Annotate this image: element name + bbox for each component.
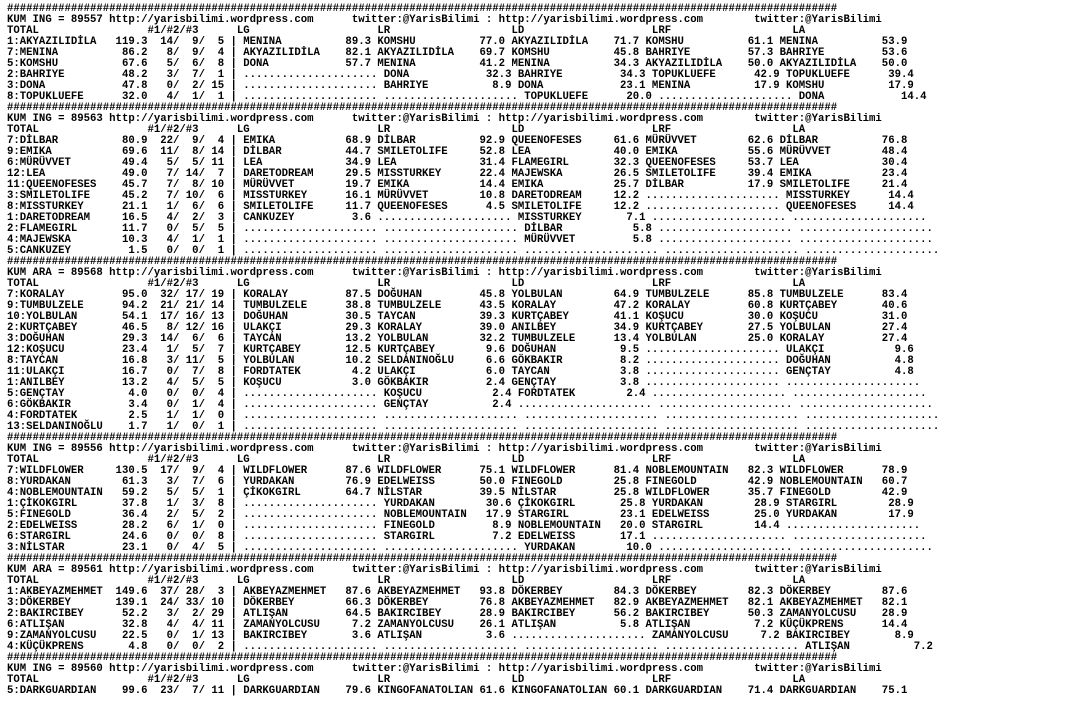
text-line: 1:DARETODREAM 16.5 4/ 2/ 3 | CANKUZEY 3.6 ..................... MISSTURKEY 7.1 ..................... ..................... bbox=[7, 212, 927, 224]
text-line: 2:KURTÇABEY 46.5 8/ 12/ 16 | ULAKÇI 29.3 KORALAY 39.0 ANILBEY 34.9 KURTÇABEY 27.5 YOLBULAN 27.4 bbox=[7, 322, 908, 334]
text-line: TOTAL #1/#2/#3 LG LR LD LRF LA bbox=[7, 124, 806, 136]
text-line: KUM ARA = 89568 http://yarisbilimi.wordpress.com twitter:@YarisBilimi : http://yarisbilimi.wordpress.com twitter:@YarisBilimi bbox=[7, 267, 882, 279]
text-line: 3:DONA 47.8 0/ 2/ 15 | ..................... BAHRIYE 8.9 DONA 23.1 MENINA 17.9 KOMSHU 17.9 bbox=[7, 80, 914, 92]
separator-line: ################################################################################################################################## bbox=[7, 256, 838, 268]
text-line: KUM ARA = 89561 http://yarisbilimi.wordpress.com twitter:@YarisBilimi : http://yarisbilimi.wordpress.com twitter:@YarisBilimi bbox=[7, 564, 882, 576]
text-line: 2:FLAMEGIRL 11.7 0/ 5/ 5 | ..................... ..................... DİLBAR 5.8 ..................... ..................... bbox=[7, 223, 933, 235]
text-line: 5:GENÇTAY 4.0 0/ 0/ 4 | ..................... KOŞUCU 2.4 FORDTATEK 2.4 ..................... ..................... bbox=[7, 388, 927, 400]
text-line: 5:CANKUZEY 1.5 0/ 0/ 1 | ..................... ..................... ..................... ..................... ..................... bbox=[7, 245, 940, 257]
text-line: 9:TUMBULZELE 94.2 21/ 21/ 14 | TUMBULZELE 38.8 TUMBULZELE 43.5 KORALAY 47.2 KORALAY 60.8 KURTÇABEY 40.6 bbox=[7, 300, 908, 312]
text-line: 8:YURDAKAN 61.3 3/ 7/ 6 | YURDAKAN 76.9 EDELWEISS 50.0 FINEGOLD 25.8 FINEGOLD 42.9 NOBLEMOUNTAIN 60.7 bbox=[7, 476, 908, 488]
text-line: 1:AKYAZILIDİLA 119.3 14/ 9/ 5 | MENINA 89.3 KOMSHU 77.0 AKYAZILIDİLA 71.7 KOMSHU 61.1 MENINA 53.9 bbox=[7, 36, 908, 48]
separator-line: ################################################################################################################################## bbox=[7, 553, 838, 565]
text-line: 11:QUEENOFESES 45.7 7/ 8/ 10 | MÜRÜVVET 19.7 EMIKA 14.4 EMIKA 25.7 DİLBAR 17.9 SMILETOLIFE 21.4 bbox=[7, 179, 908, 191]
text-line: 5:DARKGUARDIAN 99.6 23/ 7/ 11 | DARKGUARDIAN 79.6 KINGOFANATOLIAN 61.6 KINGOFANATOLIAN 60.1 DARKGUARDIAN 71.4 DARKGUARDIAN 75.1 bbox=[7, 685, 908, 697]
text-line: 11:ULAKÇI 16.7 0/ 7/ 8 | FORDTATEK 4.2 ULAKÇI 6.0 TAYCAN 3.8 ..................... GENÇTAY 4.8 bbox=[7, 366, 914, 378]
text-line: 5:FINEGOLD 36.4 2/ 5/ 2 | ..................... NOBLEMOUNTAIN 17.9 STARGIRL 23.1 EDELWEISS 25.0 YURDAKAN 17.9 bbox=[7, 509, 914, 521]
text-line: 8:TAYCAN 16.8 3/ 11/ 5 | YOLBULAN 10.2 SELDANINOĞLU 6.6 GÖKBAKIR 8.2 ..................... DOĞUHAN 4.8 bbox=[7, 355, 914, 367]
separator-line: ################################################################################################################################## bbox=[7, 652, 838, 664]
text-line: 6:ATLIŞAN 32.8 4/ 4/ 11 | ZAMANYOLCUSU 7.2 ZAMANYOLCUSU 26.1 ATLIŞAN 5.8 ATLIŞAN 7.2 KÜÇÜKPRENS 14.4 bbox=[7, 619, 908, 631]
text-line: 2:BAHRIYE 48.2 3/ 7/ 1 | ..................... DONA 32.3 BAHRIYE 34.3 TOPUKLUEFE 42.9 TOPUKLUEFE 39.4 bbox=[7, 69, 914, 81]
text-line: 2:BAKIRCIBEY 52.2 3/ 2/ 29 | ATLIŞAN 64.5 BAKIRCIBEY 28.9 BAKIRCIBEY 56.2 BAKIRCIBEY 50.3 ZAMANYOLCUSU 28.9 bbox=[7, 608, 908, 620]
text-line: 3:DOĞUHAN 29.3 14/ 6/ 6 | TAYCAN 13.2 YOLBULAN 32.2 TUMBULZELE 13.4 YOLBULAN 25.0 KORALAY 27.4 bbox=[7, 333, 908, 345]
text-line: 7:WILDFLOWER 130.5 17/ 9/ 4 | WILDFLOWER 87.6 WILDFLOWER 75.1 WILDFLOWER 81.4 NOBLEMOUNTAIN 82.3 WILDFLOWER 78.9 bbox=[7, 465, 908, 477]
text-line: TOTAL #1/#2/#3 LG LR LD LRF LA bbox=[7, 674, 806, 686]
text-line: TOTAL #1/#2/#3 LG LR LD LRF LA bbox=[7, 454, 806, 466]
text-line: 5:KOMSHU 67.6 5/ 6/ 8 | DONA 57.7 MENINA 41.2 MENINA 34.3 AKYAZILIDİLA 50.0 AKYAZILIDİLA 50.0 bbox=[7, 58, 908, 70]
text-line: 13:SELDANINOĞLU 1.7 1/ 0/ 1 | ..................... ..................... ..................... ..................... ..................... bbox=[7, 421, 940, 433]
text-line: 3:NİLSTAR 23.1 0/ 4/ 5 | ..................... ..................... YURDAKAN 10.0 ..................... ..................... bbox=[7, 542, 933, 554]
text-line: TOTAL #1/#2/#3 LG LR LD LRF LA bbox=[7, 575, 806, 587]
text-line: 9:EMIKA 69.6 11/ 8/ 14 | DİLBAR 44.7 SMILETOLIFE 52.8 LEA 40.0 EMIKA 55.6 MÜRÜVVET 48.4 bbox=[7, 146, 908, 158]
text-line: 12:KOŞUCU 23.4 1/ 5/ 7 | KURTÇABEY 12.5 KURTÇABEY 9.6 DOĞUHAN 9.5 ..................... ULAKÇI 9.6 bbox=[7, 344, 914, 356]
text-line: 2:EDELWEISS 28.2 6/ 1/ 0 | ..................... FINEGOLD 8.9 NOBLEMOUNTAIN 20.0 STARGIRL 14.4 ..................... bbox=[7, 520, 921, 532]
text-line: KUM ING = 89556 http://yarisbilimi.wordpress.com twitter:@YarisBilimi : http://yarisbilimi.wordpress.com twitter:@YarisBilimi bbox=[7, 443, 882, 455]
text-line: KUM ING = 89560 http://yarisbilimi.wordpress.com twitter:@YarisBilimi : http://yarisbilimi.wordpress.com twitter:@YarisBilimi bbox=[7, 663, 882, 675]
text-line: 12:LEA 49.0 7/ 14/ 7 | DARETODREAM 29.5 MISSTURKEY 22.4 MAJEWSKA 26.5 SMILETOLIFE 39.4 EMIKA 23.4 bbox=[7, 168, 908, 180]
separator-line: ################################################################################################################################## bbox=[7, 432, 838, 444]
text-line: 3:DÖKERBEY 139.1 24/ 33/ 10 | DÖKERBEY 66.3 DÖKERBEY 76.8 AKBEYAZMEHMET 82.9 AKBEYAZMEHMET 82.1 AKBEYAZMEHMET 82.1 bbox=[7, 597, 908, 609]
text-line: KUM ING = 89563 http://yarisbilimi.wordpress.com twitter:@YarisBilimi : http://yarisbilimi.wordpress.com twitter:@YarisBilimi bbox=[7, 113, 882, 125]
text-line: 8:TOPUKLUEFE 32.0 4/ 1/ 1 | ..................... ..................... TOPUKLUEFE 20.0 ..................... DONA 14.4 bbox=[7, 91, 927, 103]
text-line: 1:AKBEYAZMEHMET 149.6 37/ 28/ 3 | AKBEYAZMEHMET 87.6 AKBEYAZMEHMET 93.8 DÖKERBEY 84.3 DÖKERBEY 82.3 DÖKERBEY 87.6 bbox=[7, 586, 908, 598]
text-line: 4:MAJEWSKA 10.3 4/ 1/ 1 | ..................... ..................... MÜRÜVVET 5.8 ..................... ..................... bbox=[7, 234, 933, 246]
text-line: KUM ING = 89557 http://yarisbilimi.wordpress.com twitter:@YarisBilimi : http://yarisbilimi.wordpress.com twitter:@YarisBilimi bbox=[7, 14, 882, 26]
text-line: TOTAL #1/#2/#3 LG LR LD LRF LA bbox=[7, 25, 806, 37]
text-line: 4:KÜÇÜKPRENS 4.8 0/ 0/ 2 | ..................... ..................... ..................... ..................... ATLIŞAN 7.2 bbox=[7, 641, 933, 653]
text-line: 10:YOLBULAN 54.1 17/ 16/ 13 | DOĞUHAN 30.5 TAYCAN 39.3 KURTÇABEY 41.1 KOŞUCU 30.0 KOŞUCU 31.0 bbox=[7, 311, 908, 323]
text-line: 4:FORDTATEK 2.5 1/ 1/ 0 | ..................... ..................... ..................... ..................... ..................... bbox=[7, 410, 940, 422]
text-line: 7:DİLBAR 80.9 22/ 9/ 4 | EMIKA 68.9 DİLBAR 92.9 QUEENOFESES 61.6 MÜRÜVVET 62.6 DİLBAR 76.8 bbox=[7, 135, 908, 147]
text-line: 6:MÜRÜVVET 49.4 5/ 5/ 11 | LEA 34.9 LEA 31.4 FLAMEGIRL 32.3 QUEENOFESES 53.7 LEA 30.4 bbox=[7, 157, 908, 169]
text-line: 1:ÇİKOKGIRL 37.8 1/ 3/ 8 | ..................... YURDAKAN 30.6 ÇİKOKGIRL 25.8 YURDAKAN 28.9 STARGIRL 28.9 bbox=[7, 498, 914, 510]
separator-line: ################################################################################################################################## bbox=[7, 3, 838, 15]
text-line: 1:ANILBEY 13.2 4/ 5/ 5 | KOŞUCU 3.0 GÖKBAKIR 2.4 GENÇTAY 3.8 ..................... ..................... bbox=[7, 377, 921, 389]
text-line: 8:MISSTURKEY 21.1 1/ 6/ 6 | SMILETOLIFE 11.7 QUEENOFESES 4.5 SMILETOLIFE 12.2 ..................... QUEENOFESES 14.4 bbox=[7, 201, 914, 213]
text-line: 9:ZAMANYOLCUSU 22.5 0/ 1/ 13 | BAKIRCIBEY 3.6 ATLIŞAN 3.6 ..................... ZAMANYOLCUSU 7.2 BAKIRCIBEY 8.9 bbox=[7, 630, 914, 642]
text-line: 6:STARGIRL 24.6 0/ 0/ 8 | ..................... STARGIRL 7.2 EDELWEISS 17.1 ..................... ..................... bbox=[7, 531, 927, 543]
text-line: TOTAL #1/#2/#3 LG LR LD LRF LA bbox=[7, 278, 806, 290]
text-line: 4:NOBLEMOUNTAIN 59.2 5/ 5/ 1 | ÇİKOKGIRL 64.7 NİLSTAR 39.5 NİLSTAR 25.8 WILDFLOWER 35.7 FINEGOLD 42.9 bbox=[7, 487, 908, 499]
text-line: 6:GÖKBAKIR 3.4 0/ 1/ 4 | ..................... GENÇTAY 2.4 ..................... ..................... ..................... bbox=[7, 399, 933, 411]
text-line: 3:SMILETOLIFE 45.2 7/ 10/ 6 | MISSTURKEY 16.1 MÜRÜVVET 10.8 DARETODREAM 12.2 ..................... MISSTURKEY 14.4 bbox=[7, 190, 914, 202]
text-line: 7:KORALAY 95.0 32/ 17/ 19 | KORALAY 87.5 DOĞUHAN 45.8 YOLBULAN 64.9 TUMBULZELE 85.8 TUMBULZELE 83.4 bbox=[7, 289, 908, 301]
text-line: 7:MENINA 86.2 8/ 9/ 4 | AKYAZILIDİLA 82.1 AKYAZILIDİLA 69.7 KOMSHU 45.8 BAHRIYE 57.3 BAHRIYE 53.6 bbox=[7, 47, 908, 59]
separator-line: ################################################################################################################################## bbox=[7, 102, 838, 114]
